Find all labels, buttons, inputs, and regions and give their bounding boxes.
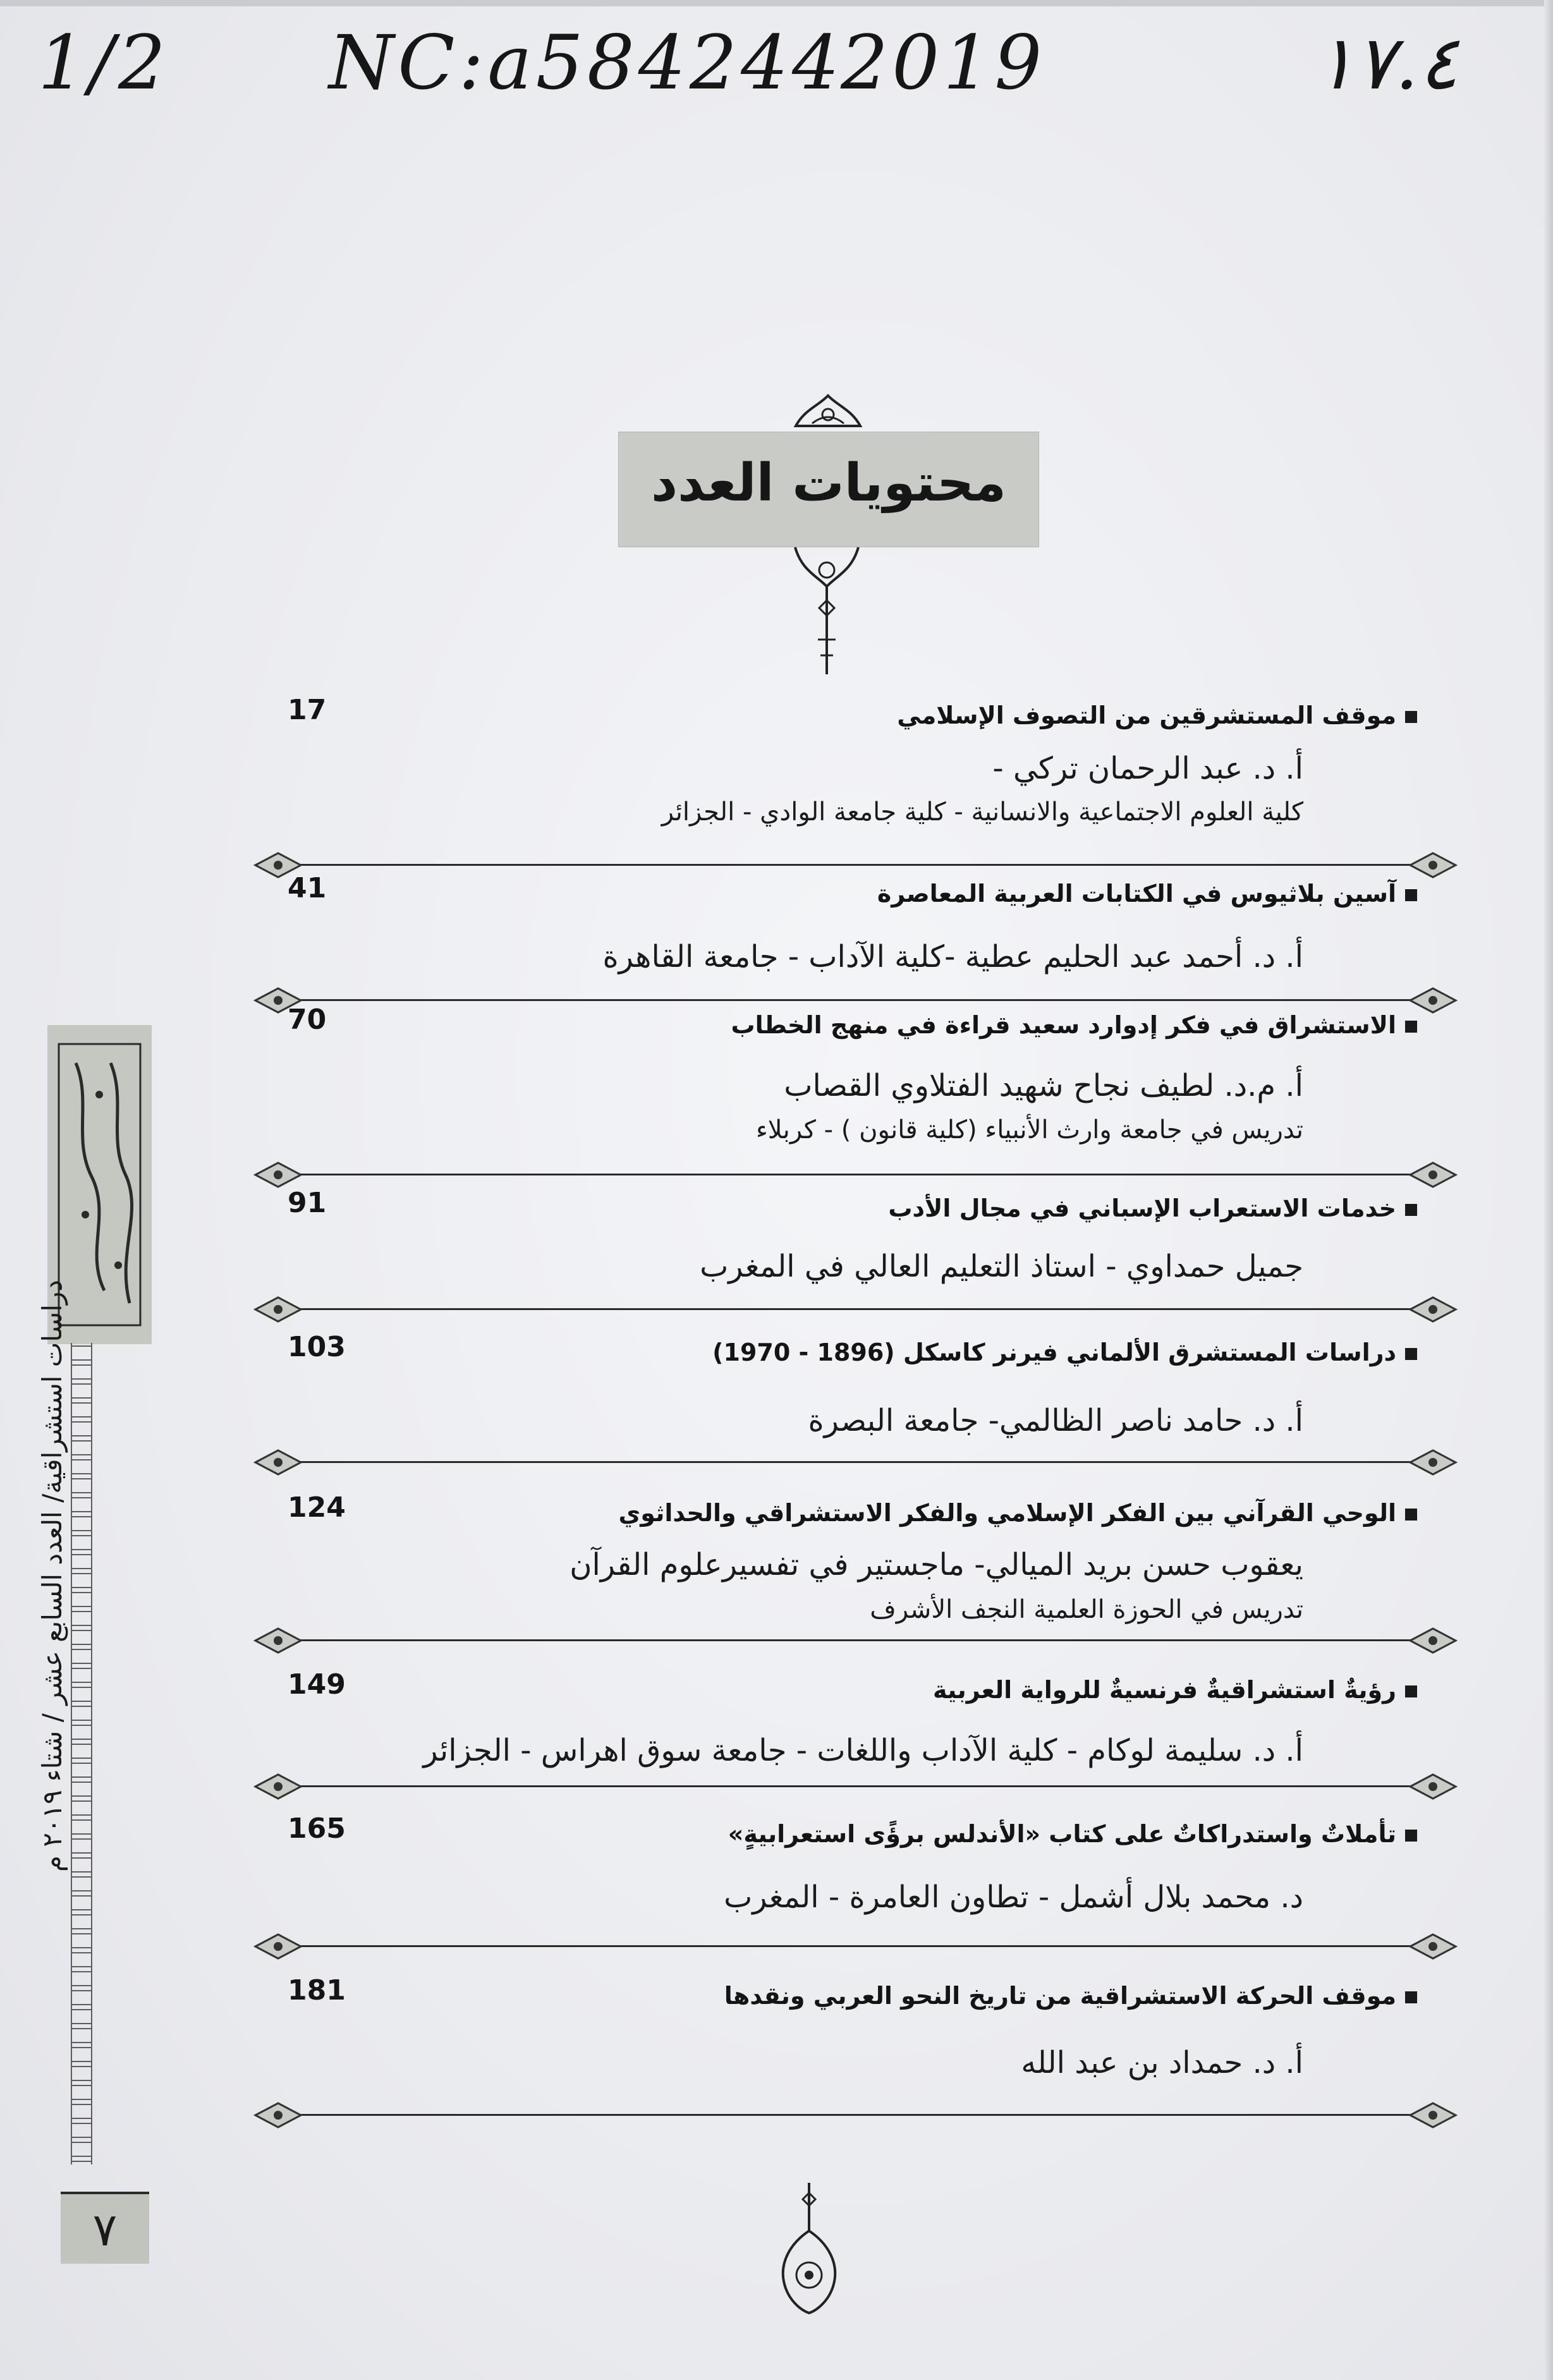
- separator-ornament-icon: [252, 1295, 305, 1324]
- bullet-square-icon: [1405, 1348, 1417, 1360]
- separator-ornament-icon: [1406, 1295, 1459, 1324]
- separator-ornament-icon: [1406, 1626, 1459, 1655]
- toc-entry-title: دراسات المستشرق الألماني فيرنر كاسكل (1896 - 1970): [712, 1339, 1417, 1366]
- bullet-square-icon: [1405, 1685, 1417, 1697]
- bullet-square-icon: [1405, 1991, 1417, 2003]
- separator-ornament-icon: [252, 1932, 305, 1961]
- separator-ornament-icon: [252, 2101, 305, 2130]
- toc-entry-author: أ. د. حمداد بن عبد الله: [1021, 2045, 1303, 2080]
- separator-ornament-icon: [1406, 1772, 1459, 1801]
- separator-line: [278, 1945, 1435, 1947]
- toc-entry-author: د. محمد بلال أشمل - تطاون العامرة - المغرب: [724, 1879, 1303, 1915]
- scan-right-edge: [1544, 0, 1553, 2380]
- bullet-square-icon: [1405, 889, 1417, 901]
- page-number: ٧: [92, 2203, 118, 2256]
- toc-entry-affiliation: تدريس في جامعة وارث الأنبياء (كلية قانون ) - كربلاء: [756, 1115, 1303, 1144]
- handwritten-volume-note: 1/2: [38, 19, 169, 106]
- toc-entry-page: 124: [288, 1491, 346, 1524]
- toc-entry-title: رؤيةٌ استشراقيةٌ فرنسيةٌ للرواية العربية: [933, 1676, 1417, 1704]
- handwritten-catalog-number: NC:a584244: [329, 19, 844, 106]
- toc-entry-affiliation: كلية العلوم الاجتماعية والانسانية - كلية جامعة الوادي - الجزائر: [661, 798, 1303, 827]
- running-title: دراسات استشراقية/ العدد السابع عشر / شتاء ٢٠١٩ م: [37, 1280, 68, 1873]
- toc-entry-title: الاستشراق في فكر إدوارد سعيد قراءة في منهج الخطاب: [731, 1011, 1417, 1039]
- separator-line: [278, 1174, 1435, 1175]
- bottom-title-ornament-icon: [783, 545, 871, 677]
- toc-entry-page: 149: [288, 1668, 346, 1701]
- toc-entry-author: أ. د. سليمة لوكام - كلية الآداب واللغات - جامعة سوق اهراس - الجزائر: [423, 1733, 1303, 1768]
- separator-ornament-icon: [252, 1448, 305, 1477]
- separator-line: [278, 1785, 1435, 1787]
- toc-entry-author: يعقوب حسن بريد الميالي- ماجستير في تفسيرعلوم القرآن: [569, 1547, 1303, 1582]
- bullet-square-icon: [1405, 1830, 1417, 1842]
- toc-entry-title: آسين بلاثيوس في الكتابات العربية المعاصرة: [877, 880, 1417, 908]
- bullet-square-icon: [1405, 1021, 1417, 1033]
- separator-line: [278, 1639, 1435, 1641]
- separator-ornament-icon: [252, 1772, 305, 1801]
- toc-entry-page: 103: [288, 1331, 346, 1363]
- toc-entry-page: 165: [288, 1812, 346, 1845]
- toc-entry-page: 181: [288, 1974, 346, 2007]
- separator-ornament-icon: [1406, 1160, 1459, 1189]
- separator-ornament-icon: [1406, 1448, 1459, 1477]
- toc-entry-title: خدمات الاستعراب الإسباني في مجال الأدب: [888, 1194, 1417, 1222]
- toc-entry-author: جميل حمداوي - استاذ التعليم العالي في المغرب: [700, 1249, 1303, 1284]
- scan-top-edge: [0, 0, 1553, 6]
- separator-line: [278, 864, 1435, 866]
- bullet-square-icon: [1405, 1509, 1417, 1521]
- toc-entry-page: 41: [288, 872, 327, 904]
- toc-entry-page: 70: [288, 1004, 327, 1036]
- separator-ornament-icon: [1406, 851, 1459, 880]
- toc-entry-affiliation: تدريس في الحوزة العلمية النجف الأشرف: [870, 1595, 1303, 1624]
- toc-entry-page: 91: [288, 1187, 327, 1219]
- contents-title-box: [618, 432, 1039, 547]
- separator-ornament-icon: [1406, 1932, 1459, 1961]
- toc-entry-title: تأملاتٌ واستدراكاتٌ على كتاب «الأندلس برؤًى استعرابيةٍ»: [728, 1820, 1417, 1848]
- handwritten-issue-number: ١٧.٤: [1315, 19, 1459, 106]
- separator-ornament-icon: [252, 1626, 305, 1655]
- separator-line: [278, 999, 1435, 1001]
- separator-line: [278, 2114, 1435, 2116]
- bullet-square-icon: [1405, 1204, 1417, 1216]
- toc-entry-author: أ. م.د. لطيف نجاح شهيد الفتلاوي القصاب: [784, 1068, 1303, 1103]
- toc-entry-title: موقف الحركة الاستشراقية من تاريخ النحو العربي ونقدها: [724, 1982, 1417, 2010]
- toc-entry-author: أ. د. أحمد عبد الحليم عطية -كلية الآداب - جامعة القاهرة: [602, 939, 1303, 974]
- separator-ornament-icon: [252, 1160, 305, 1189]
- page-title: محتويات العدد: [651, 453, 1006, 513]
- toc-entry-author: أ. د. عبد الرحمان تركي -: [992, 751, 1303, 786]
- separator-line: [278, 1461, 1435, 1463]
- toc-entry-author: أ. د. حامد ناصر الظالمي- جامعة البصرة: [808, 1403, 1303, 1438]
- toc-entry-page: 17: [288, 694, 327, 726]
- separator-line: [278, 1308, 1435, 1310]
- separator-ornament-icon: [1406, 2101, 1459, 2130]
- toc-entry-title: الوحي القرآني بين الفكر الإسلامي والفكر الاستشراقي والحداثوي: [618, 1499, 1417, 1527]
- top-ornament-icon: [787, 392, 869, 436]
- handwritten-year: 2019: [841, 19, 1046, 106]
- page-number-box: [61, 2192, 149, 2264]
- bullet-square-icon: [1405, 711, 1417, 723]
- bottom-page-ornament-icon: [771, 2180, 847, 2316]
- toc-entry-title: موقف المستشرقين من التصوف الإسلامي: [897, 701, 1417, 729]
